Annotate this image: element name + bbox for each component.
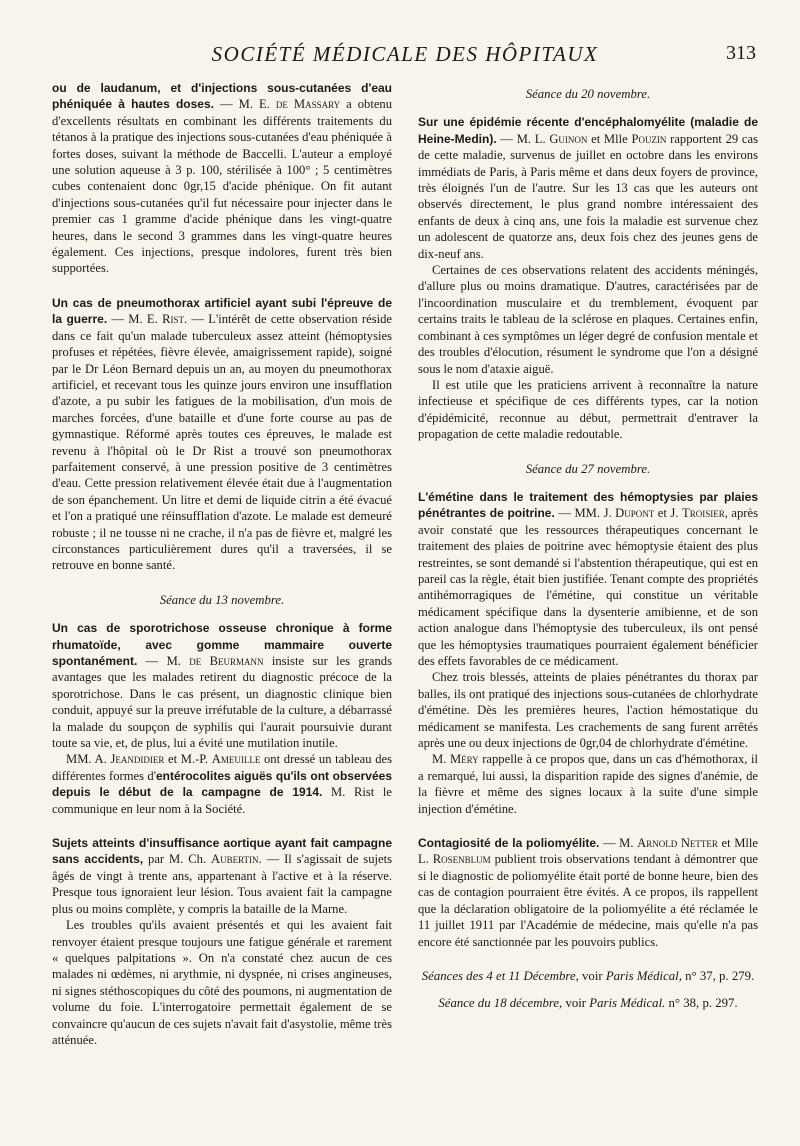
article-paragraph bbox=[52, 295, 392, 574]
session-references bbox=[418, 968, 758, 1012]
article-heading: Sujets atteints d'insuffisance aortique ayant fait campagne sans accidents, bbox=[52, 836, 392, 867]
article-paragraph: Certaines de ces observations relatent des accidents méningés, d'allure plus ou moins dramatique. D'autres, caractérisées par de l'incoordination musculaire et du tremblement, évoquent par certains traits le tableau de la sclérose en plaques. Certaines enfin, combinant à ces symptômes un léger degré de confusion mentale et des troubles d'élocution, résument le syndrome que l'on a désigné sous le nom d'ataxie aiguë. bbox=[418, 263, 758, 376]
article-heading: Contagiosité de la poliomyélite. bbox=[418, 836, 600, 851]
article-text: rappelle à ce propos que, dans un cas d'hémothorax, il a remarqué, lui aussi, la disparition rapide des signes d'anémie, de la fièvre et même des signes locaux à la suite d'une simple injection d'émétine. bbox=[418, 752, 759, 816]
article-sporotrichose bbox=[52, 620, 392, 817]
reference-session: Séance du 18 décembre, bbox=[438, 995, 563, 1010]
author-joiner: et Mlle bbox=[717, 836, 759, 851]
article-heading: Un cas de pneumothorax artificiel ayant subi l'épreuve de la guerre. bbox=[52, 295, 392, 327]
author-joiner: et Mlle bbox=[587, 131, 632, 146]
author-name: Méry bbox=[449, 752, 479, 767]
author-lead: — MM. J. bbox=[554, 506, 616, 521]
article-pneumothorax bbox=[52, 295, 392, 574]
author-lead: M. bbox=[432, 752, 450, 767]
article-aortique bbox=[52, 835, 392, 1048]
author-joiner: et M.-P. bbox=[164, 752, 212, 767]
author-name: Aubertin bbox=[211, 852, 259, 867]
article-text: , après avoir constaté que les ressources thérapeutiques concernant le traitement des plaies de poitrine avec hémoptysie étaient des plus restreintes, se sont demandé si l'abstention thérapeutique, qui est en pareil cas la règle, était bien justifiée. Tenant compte des propriétés antihémorragiques de l'émétine, qui constitue un véritable médicament spécifique dans la dysenterie amibienne, et de son action analogue dans l'hémoptysie des tuberculeux, ils ont pensé que les hémoptysies traumatiques pourraient également bénéficier des effets favorables de ce médicament. bbox=[418, 506, 758, 668]
author-name: Rist bbox=[162, 312, 184, 327]
author-lead: — M. E. bbox=[214, 97, 276, 112]
author-name: de Massary bbox=[275, 97, 341, 112]
author-name: Jeandidier bbox=[110, 752, 165, 767]
reference-joiner: voir bbox=[578, 968, 606, 983]
article-encephalomyelite bbox=[418, 114, 758, 442]
author-name: Guinon bbox=[549, 131, 588, 146]
author-lead: — M. bbox=[599, 836, 638, 851]
left-column bbox=[52, 80, 392, 1066]
author-lead: MM. A. bbox=[66, 752, 111, 767]
article-paragraph bbox=[418, 489, 758, 669]
reference-number: n° 37, p. 279. bbox=[681, 968, 755, 983]
article-tetanos bbox=[52, 80, 392, 277]
article-paragraph bbox=[52, 835, 392, 917]
reference-line bbox=[418, 995, 758, 1012]
article-paragraph bbox=[52, 620, 392, 751]
article-text: . — Il s'agissait de sujets âgés de vingt à trente ans, appartenant à l'active et à la réserve. Presque tous ignoraient leur lésion. Tous avaient fait la campagne plus ou moins complète, y compris la bataille de la Marne. bbox=[52, 852, 392, 916]
author-name: Ameuille bbox=[211, 752, 261, 767]
article-paragraph bbox=[418, 114, 758, 262]
article-heading: entérocolites aiguës qu'ils ont observées depuis le début de la campagne de 1914. bbox=[52, 768, 392, 800]
article-paragraph bbox=[52, 80, 392, 277]
right-column bbox=[418, 80, 758, 1066]
article-text: . — L'intérêt de cette observation réside dans ce fait qu'un malade tuberculeux assez atteint (hémoptysies profuses et répétées, fièvre élevée, amaigrissement rapide), soigné par le Dr Léon Bernard depuis un an, au moyen du pneumothorax artificiel, et recevant tous les quinze jours environ une insufflation d'azote, a pu subir les fatigues de la mobilisation, d'un mois de marches forcées, d'une bataille et d'une forte course au pas de gymnastique. Réformé après toutes ces épreuves, le malade est revenu à l'hôpital où le Dr Rist a trouvé son pneumothorax parfaitement conservé, à une pression positive de 3 centimètres d'eau. Cette pression relativement élevée était due à l'augmentation de son épanchement. Un litre et demi de liquide citrin a été évacué et l'on a pratiqué une réinsufflation d'azote. Le malade est demeuré robuste ; il ne tousse ni ne crache, il n'a pas de fièvre et, malgré les circonstances particulièrement dures qu'il a traversées, il se retrouve en bonne santé. bbox=[52, 312, 392, 573]
text-columns bbox=[52, 80, 758, 1066]
reference-line bbox=[418, 968, 758, 985]
author-name: L. Rosenblum bbox=[418, 852, 491, 867]
author-lead: par M. Ch. bbox=[143, 852, 211, 867]
article-emetine bbox=[418, 489, 758, 817]
author-joiner: et J. bbox=[654, 506, 683, 521]
author-name: Troisier bbox=[682, 506, 725, 521]
article-text: publient trois observations tendant à démontrer que si le diagnostic de poliomyélite était porté de bonne heure, bien des cas de contagion pourraient être évités. A ce propos, ils rappellent que la déclaration obligatoire de la poliomyélite a été réclamée le 11 juillet 1911 par l'Académie de médecine, mais qu'elle n'a pas encore été sanctionnée par les pouvoirs publics. bbox=[418, 852, 758, 949]
session-heading: Séance du 13 novembre. bbox=[159, 592, 285, 607]
reference-session: Séances des 4 et 11 Décembre, bbox=[421, 968, 579, 983]
article-paragraph: Les troubles qu'ils avaient présentés et qui les avaient fait renvoyer étaient presque toujours une fatigue générale et rarement « quelques palpitations ». On n'a constaté chez aucun de ces malades ni œdèmes, ni arythmie, ni dyspnée, ni crises angineuses, ni signes stéthoscopiques du côté des poumons, ni augmentation de volume du foie. L'interrogatoire permettait également de se convaincre qu'aucun de ces sujets n'avait fait d'asystolie, même très atténuée. bbox=[52, 918, 392, 1047]
article-paragraph bbox=[52, 751, 392, 817]
session-heading: Séance du 20 novembre. bbox=[525, 87, 651, 101]
author-lead: — M. bbox=[137, 654, 190, 668]
running-title: SOCIÉTÉ MÉDICALE DES HÔPITAUX bbox=[211, 42, 599, 66]
article-paragraph: Il est utile que les praticiens arrivent à reconnaître la nature infectieuse et spécifique de ces différents types, car la notion d'épidémicité, reconnue au début, permettrait d'entraver la propagation de cette maladie redoutable. bbox=[418, 377, 758, 442]
reference-number: n° 38, p. 297. bbox=[665, 995, 738, 1010]
article-text: insiste sur les grands avantages que les malades retirent du diagnostic précoce de la sporotrichose. Dans le cas présent, un diagnostic clinique bien conduit, appuyé sur la preuve irréfutable de la culture, a débarrassé la malade du soupçon de syphilis qui l'aurait poursuivie durant toute sa vie, et, de plus, lui a évité une mutilation inutile. bbox=[52, 654, 392, 751]
article-heading: L'émétine dans le traitement des hémoptysies par plaies pénétrantes de poitrine. bbox=[418, 489, 758, 521]
article-text: a obtenu d'excellents résultats en combinant les différents traitements du tétanos à la pratique des injections sous-cutanées d'eau phéniquée à fortes doses, suivant la méthode de Baccelli. L'auteur a employé une solution aqueuse à 3 p. 100, stérilisée à 100° ; 5 centimètres cubes contenaient donc 0gr,15 d'acide phénique. On fit autant d'injections sous-cutanées qu'il fut nécessaire pour injecter dans le premier cas 1 gramme d'acide phénique dans les vingt-quatre heures, dans le second 3 grammes dans les vingt-quatre heures également. Ces injections, presque indolores, furent très bien supportées. bbox=[52, 97, 393, 276]
article-poliomyelite bbox=[418, 835, 758, 950]
author-lead: — M. E. bbox=[107, 312, 163, 327]
article-text: rapportent 29 cas de cette maladie, survenus de juillet en octobre dans les environs immédiats de Paris, à Paris même et dans deux foyers de province, très éloignés l'un de l'autre. Sur les 13 cas que les auteurs ont observés directement, le plus grand nombre intéressaient des enfants de deux à cinq ans, une fois la maladie est survenue chez un adolescent de quatorze ans, deux fois chez des jeunes gens de dix-neuf ans. bbox=[418, 131, 759, 261]
article-paragraph bbox=[418, 835, 758, 950]
author-name: Dupont bbox=[615, 506, 655, 521]
running-head bbox=[52, 38, 758, 74]
session-heading: Séance du 27 novembre. bbox=[525, 461, 651, 476]
author-name: Arnold Netter bbox=[637, 836, 718, 851]
reference-journal: Paris Médical. bbox=[589, 995, 666, 1010]
article-text: ont dressé un tableau des différentes formes d' bbox=[52, 752, 392, 783]
article-text: M. Rist le communique en leur nom à la Société. bbox=[52, 785, 393, 816]
page-number: 313 bbox=[726, 42, 756, 64]
reference-journal: Paris Médical, bbox=[605, 968, 682, 983]
article-heading: ou de laudanum, et d'injections sous-cutanées d'eau phéniquée à hautes doses. bbox=[52, 81, 392, 112]
article-paragraph bbox=[418, 751, 758, 817]
author-name: de Beurmann bbox=[189, 654, 264, 668]
reference-joiner: voir bbox=[562, 995, 590, 1010]
author-name: Pouzin bbox=[631, 131, 667, 146]
article-paragraph: Chez trois blessés, atteints de plaies pénétrantes du thorax par balles, ils ont pratiqué des injections sous-cutanées de chlorhydrate d'émétine. Dès les premières heures, l'action hémostatique du médicament se manifesta. Les crachements de sang furent arrêtés après une ou deux injections de 0gr,04 de chlorhydrate d'émétine. bbox=[418, 670, 758, 751]
article-heading: Un cas de sporotrichose osseuse chronique à forme rhumatoïde, avec gomme mammaire ouverte spontanément. bbox=[52, 621, 392, 668]
author-lead: — M. L. bbox=[496, 131, 550, 146]
article-heading: Sur une épidémie récente d'encéphalomyélite (maladie de Heine-Medin). bbox=[418, 115, 758, 146]
